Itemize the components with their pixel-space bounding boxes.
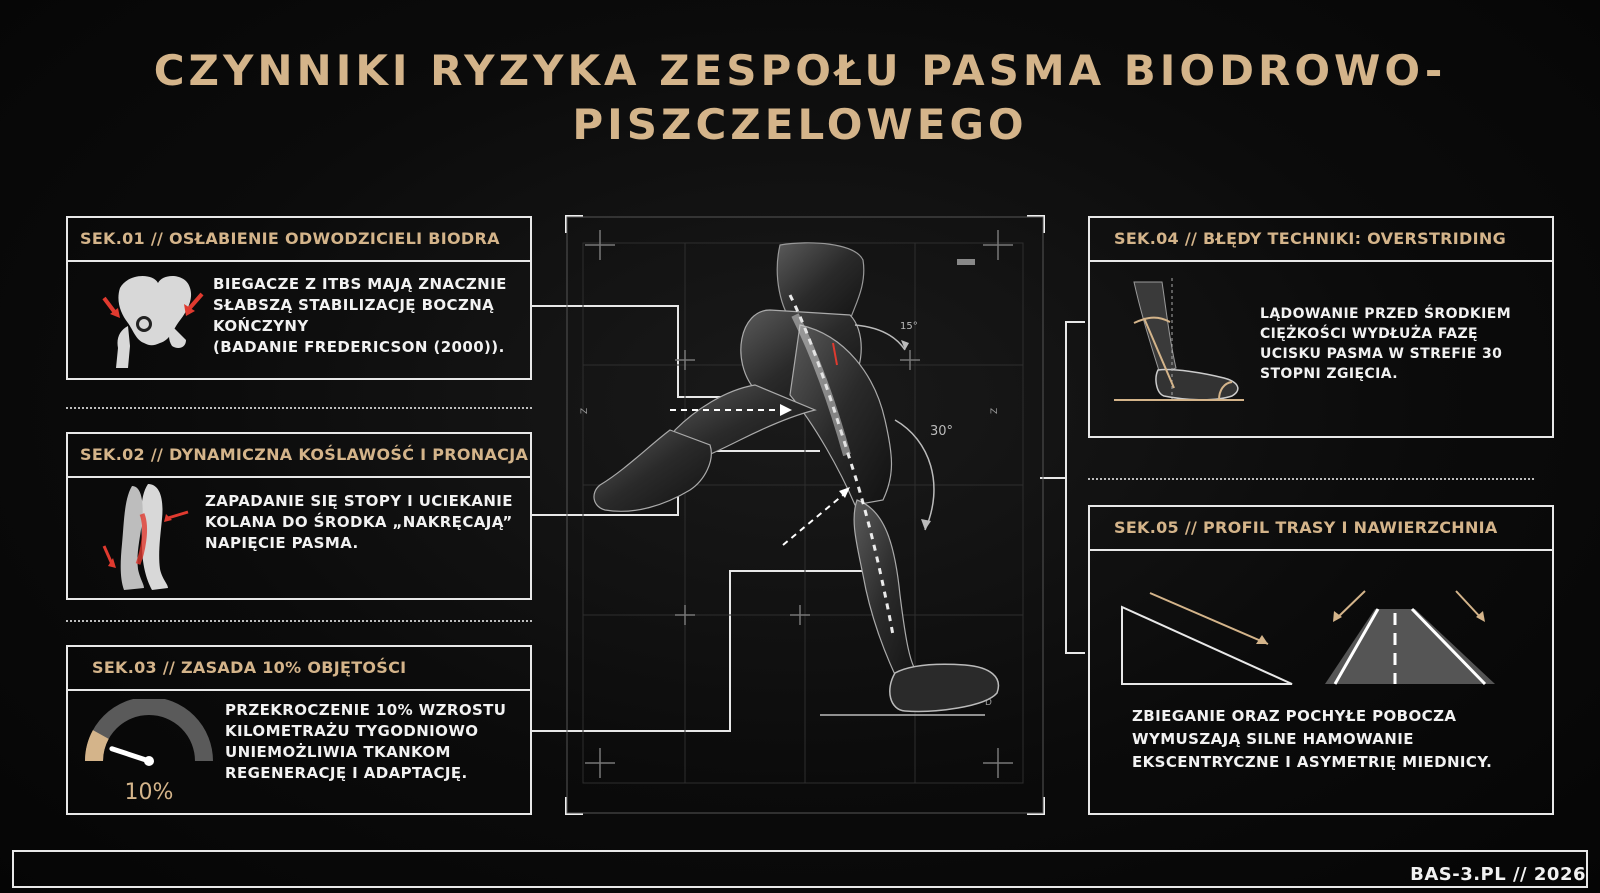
section-5-text	[1132, 705, 1492, 774]
angle-top-label: 15°	[900, 321, 918, 332]
section-5-line: ZBIEGANIE ORAZ POCHYŁE POBOCZA	[1132, 707, 1457, 725]
section-4-panel	[1088, 216, 1554, 438]
section-5-line: EKSCENTRYCZNE I ASYMETRIĘ MIEDNICY.	[1132, 753, 1493, 771]
section-3-line: KILOMETRAŻU TYGODNIOWO	[225, 722, 479, 740]
section-2-panel	[66, 432, 532, 600]
section-1-line: KOŃCZYNY	[213, 317, 309, 335]
section-4-line: LĄDOWANIE PRZED ŚRODKIEM	[1260, 306, 1512, 322]
footer-bar	[12, 850, 1588, 888]
footer-credit: BAS-3.PL // 2026	[1410, 864, 1586, 885]
title-line-2: PISZCZELOWEGO	[572, 100, 1028, 149]
section-1-header: SEK.01 // OSŁABIENIE ODWODZICIELI BIODRA	[68, 218, 530, 262]
runner-anatomy-icon	[594, 243, 998, 712]
gauge-icon	[84, 699, 214, 804]
section-2-line: KOLANA DO ŚRODKA „NAKRĘCAJĄ”	[205, 513, 513, 531]
section-3-header: SEK.03 // ZASADA 10% OBJĘTOŚCI	[68, 647, 530, 691]
hip-pelvis-icon	[98, 268, 208, 373]
section-2-line: ZAPADANIE SIĘ STOPY I UCIEKANIE	[205, 492, 513, 510]
section-3-text	[225, 700, 506, 784]
knee-valgus-icon	[98, 484, 208, 594]
section-4-text	[1260, 304, 1511, 384]
marker-bottom: D	[985, 698, 992, 708]
section-4-header: SEK.04 // BŁĘDY TECHNIKI: OVERSTRIDING	[1090, 218, 1552, 262]
overstriding-leg-icon	[1114, 278, 1254, 408]
section-2-line: NAPIĘCIE PASMA.	[205, 534, 359, 552]
angle-knee-label: 30°	[930, 424, 954, 439]
slope-road-icon	[1120, 589, 1540, 699]
section-1-line: (BADANIE FREDERICSON (2000)).	[213, 338, 505, 356]
section-4-line: UCISKU PASMA W STREFIE 30	[1260, 346, 1503, 362]
section-4-line: CIĘŻKOŚCI WYDŁUŻA FAZĘ	[1260, 326, 1478, 342]
section-2-text	[205, 491, 513, 554]
section-1-line: BIEGACZE Z ITBS MAJĄ ZNACZNIE	[213, 275, 507, 293]
runner-figure	[565, 215, 1045, 815]
section-5-line: WYMUSZAJĄ SILNE HAMOWANIE	[1132, 730, 1414, 748]
title-line-1: CZYNNIKI RYZYKA ZESPOŁU PASMA BIODROWO-	[153, 46, 1447, 95]
marker-right: Z	[990, 407, 1000, 414]
section-4-line: STOPNI ZGIĘCIA.	[1260, 366, 1398, 382]
divider	[66, 620, 532, 622]
marker-left: Z	[580, 407, 590, 414]
section-5-header: SEK.05 // PROFIL TRASY I NAWIERZCHNIA	[1090, 507, 1552, 551]
section-1-line: SŁABSZĄ STABILIZACJĘ BOCZNĄ	[213, 296, 495, 314]
section-3-panel	[66, 645, 532, 815]
section-5-panel	[1088, 505, 1554, 815]
section-1-panel	[66, 216, 532, 380]
divider	[66, 407, 532, 409]
section-3-line: PRZEKROCZENIE 10% WZROSTU	[225, 701, 507, 719]
section-1-text	[213, 274, 507, 358]
section-2-header: SEK.02 // DYNAMICZNA KOŚLAWOŚĆ I PRONACJA	[68, 434, 530, 478]
section-3-line: UNIEMOŻLIWIA TKANKOM	[225, 743, 451, 761]
section-3-line: REGENERACJĘ I ADAPTACJĘ.	[225, 764, 468, 782]
divider	[1088, 478, 1534, 480]
gauge-label: 10%	[124, 780, 174, 804]
